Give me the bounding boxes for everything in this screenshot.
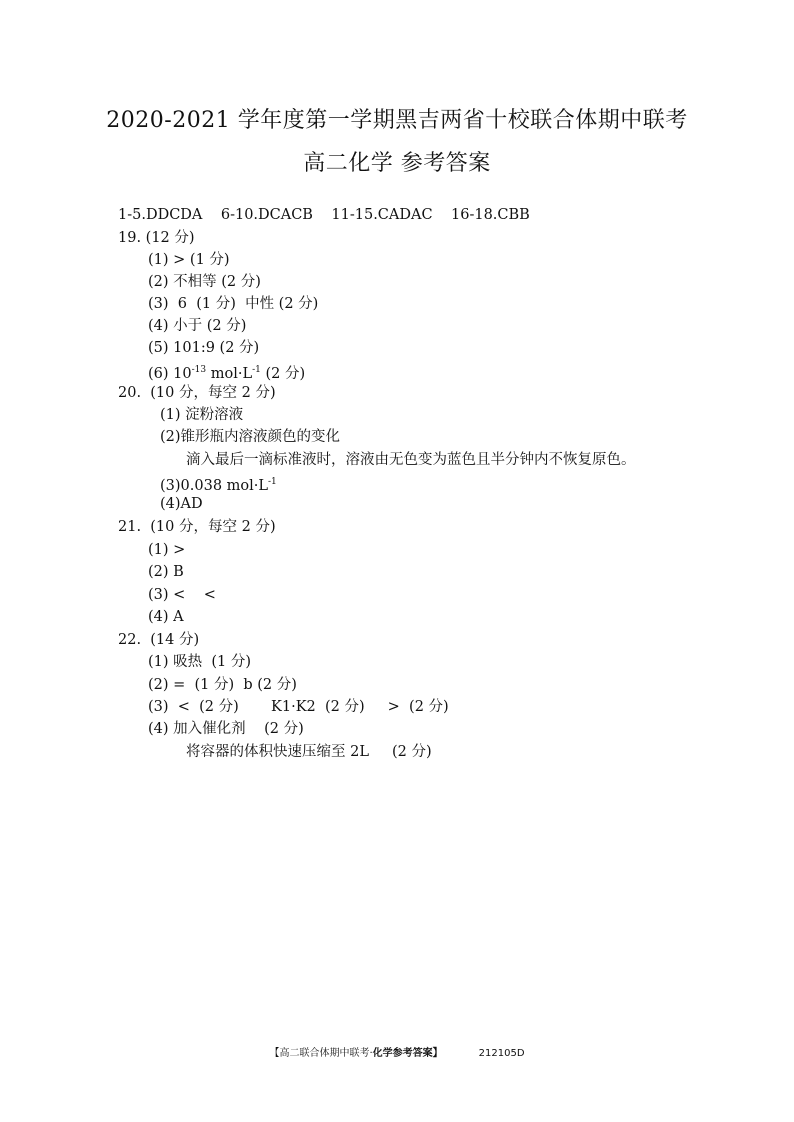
- q19-a6-score: (2 分): [260, 366, 306, 382]
- q20-a1: (1) 淀粉溶液: [160, 407, 244, 423]
- q19-a4: (4) 小于 (2 分): [148, 318, 247, 334]
- q19-header: 19. (12 分): [118, 230, 195, 246]
- q19-a6-exp: -13: [191, 365, 207, 375]
- q20-a3-exp: -1: [268, 477, 277, 487]
- footer-left: 【高二联合体期中联考·: [269, 1048, 373, 1059]
- footer-code: 212105D: [478, 1048, 525, 1059]
- q20-header: 20. (10 分，每空 2 分): [118, 385, 276, 401]
- q19-a5: (5) 101:9 (2 分): [148, 340, 260, 356]
- document-subtitle: 高二化学 参考答案: [303, 151, 491, 176]
- q20-a4: (4)AD: [160, 496, 203, 512]
- q21-a4: (4) A: [148, 609, 184, 625]
- q20-a3-prefix: (3)0.038 mol·L: [160, 478, 269, 494]
- document-title: 2020-2021 学年度第一学期黑吉两省十校联合体期中联考: [106, 108, 688, 133]
- q21-a1: (1) >: [148, 542, 186, 558]
- q19-a1: (1) > (1 分): [148, 252, 230, 268]
- q20-a2: (2)锥形瓶内溶液颜色的变化: [160, 429, 341, 445]
- q19-a2: (2) 不相等 (2 分): [148, 274, 261, 290]
- q19-a6-prefix: (6) 10: [148, 366, 192, 382]
- q19-a3: (3) 6 (1 分) 中性 (2 分): [148, 296, 319, 312]
- q20-a3: [160, 473, 277, 495]
- q22-a4: (4) 加入催化剂 (2 分): [148, 721, 304, 737]
- q22-a4-detail: 将容器的体积快速压缩至 2L (2 分): [186, 744, 432, 760]
- q21-header: 21. (10 分，每空 2 分): [118, 519, 276, 535]
- q21-a2: (2) B: [148, 564, 184, 580]
- q19-a6-exp2: -1: [252, 365, 261, 375]
- q20-a2-detail: 滴入最后一滴标准液时，溶液由无色变为蓝色且半分钟内不恢复原色。: [186, 452, 636, 468]
- q22-header: 22. (14 分): [118, 632, 200, 648]
- q21-a3: (3) < <: [148, 587, 216, 603]
- footer-bold: 化学参考答案】: [372, 1048, 443, 1059]
- q22-a1: (1) 吸热 (1 分): [148, 654, 252, 670]
- q22-a3: (3) < (2 分) K1·K2 (2 分) > (2 分): [148, 699, 449, 715]
- q22-a2: (2) = (1 分) b (2 分): [148, 677, 297, 693]
- q19-a6: [148, 361, 305, 383]
- page-footer: [0, 1044, 794, 1059]
- mcq-answers: 1-5.DDCDA 6-10.DCACB 11-15.CADAC 16-18.CBB: [118, 207, 530, 223]
- q19-a6-suffix: mol·L: [206, 366, 253, 382]
